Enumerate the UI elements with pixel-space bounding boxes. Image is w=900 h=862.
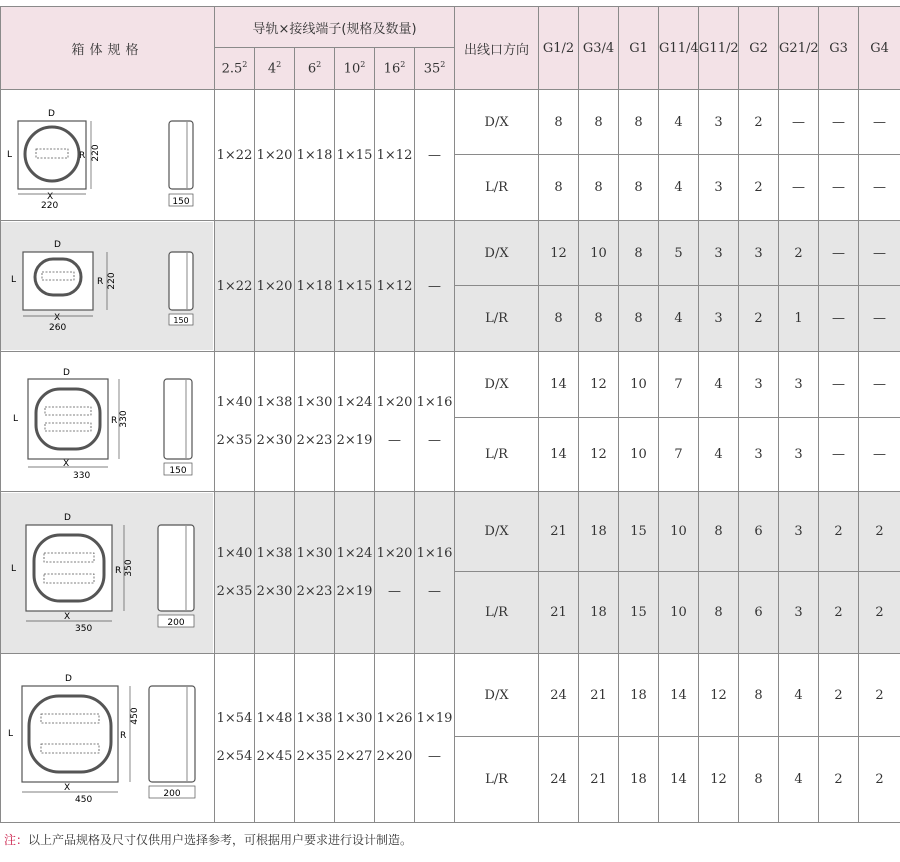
count-cell: 12 — [699, 654, 739, 737]
svg-text:D: D — [63, 367, 70, 378]
count-cell: 4 — [659, 90, 699, 155]
count-cell: 15 — [619, 572, 659, 654]
rail-cell: 1×12 — [375, 90, 415, 221]
count-cell: 4 — [659, 286, 699, 352]
direction-cell: D/X — [455, 352, 539, 418]
count-cell: 4 — [699, 352, 739, 418]
count-cell: — — [819, 155, 859, 221]
rail-cell: 1×22 — [215, 90, 255, 221]
header-rail-terminal: 导轨×接线端子(规格及数量) — [215, 7, 455, 48]
direction-cell: L/R — [455, 572, 539, 654]
svg-text:150: 150 — [173, 316, 189, 325]
count-cell: — — [859, 286, 900, 352]
svg-text:R: R — [97, 277, 104, 287]
svg-text:R: R — [111, 415, 118, 426]
svg-text:330: 330 — [119, 409, 129, 428]
count-cell: — — [779, 155, 819, 221]
count-cell: 2 — [779, 221, 819, 286]
count-cell: 7 — [659, 352, 699, 418]
header-cable-size: $6^2$ — [295, 48, 335, 90]
count-cell: — — [819, 221, 859, 286]
box-diagram — [1, 352, 215, 492]
svg-text:R: R — [115, 565, 122, 576]
count-cell: 12 — [539, 221, 579, 286]
rail-cell: 1×30 2×23 — [295, 492, 335, 654]
count-cell: 8 — [619, 155, 659, 221]
count-cell: 3 — [739, 418, 779, 492]
header-cable-size: $35^2$ — [415, 48, 455, 90]
header-cable-size: $2.5^2$ — [215, 48, 255, 90]
table-row — [1, 90, 900, 155]
direction-cell: D/X — [455, 492, 539, 572]
count-cell: 10 — [659, 572, 699, 654]
direction-cell: D/X — [455, 90, 539, 155]
rail-cell: 1×12 — [375, 221, 415, 352]
svg-text:X: X — [63, 458, 70, 469]
rail-cell: 1×30 2×23 — [295, 352, 335, 492]
count-cell: 3 — [699, 155, 739, 221]
rail-cell: 1×40 2×35 — [215, 352, 255, 492]
header-cable-size: $16^2$ — [375, 48, 415, 90]
direction-cell: L/R — [455, 286, 539, 352]
svg-text:R: R — [79, 151, 86, 161]
svg-text:200: 200 — [167, 617, 185, 628]
rail-cell: 1×20 — [255, 221, 295, 352]
count-cell: — — [859, 90, 900, 155]
header-gland: G3/4 — [579, 7, 619, 90]
count-cell: 1 — [779, 286, 819, 352]
count-cell: 8 — [739, 737, 779, 823]
count-cell: 18 — [579, 572, 619, 654]
rail-cell: 1×48 2×45 — [255, 654, 295, 823]
svg-text:L: L — [13, 413, 19, 424]
count-cell: 2 — [859, 654, 900, 737]
table-row — [1, 352, 900, 418]
svg-text:200: 200 — [163, 789, 181, 799]
count-cell: 2 — [819, 572, 859, 654]
rail-cell: 1×26 2×20 — [375, 654, 415, 823]
count-cell: 2 — [739, 90, 779, 155]
count-cell: 3 — [739, 221, 779, 286]
svg-text:L: L — [8, 729, 14, 739]
svg-text:D: D — [64, 512, 71, 523]
count-cell: 12 — [699, 737, 739, 823]
svg-text:220: 220 — [107, 272, 117, 290]
rail-cell: 1×19 — — [415, 654, 455, 823]
count-cell: 21 — [539, 492, 579, 572]
count-cell: 2 — [859, 737, 900, 823]
count-cell: 15 — [619, 492, 659, 572]
count-cell: 21 — [539, 572, 579, 654]
svg-text:X: X — [54, 313, 61, 323]
rail-cell: — — [415, 90, 455, 221]
svg-text:L: L — [11, 275, 17, 285]
rail-cell: 1×15 — [335, 90, 375, 221]
count-cell: 2 — [819, 737, 859, 823]
count-cell: 8 — [699, 572, 739, 654]
count-cell: 24 — [539, 654, 579, 737]
rail-cell: 1×18 — [295, 90, 335, 221]
count-cell: — — [819, 286, 859, 352]
rail-cell: 1×20 — — [375, 352, 415, 492]
header-cable-size: $10^2$ — [335, 48, 375, 90]
count-cell: 3 — [779, 418, 819, 492]
count-cell: 3 — [739, 352, 779, 418]
count-cell: 14 — [539, 418, 579, 492]
count-cell: 3 — [779, 492, 819, 572]
rail-cell: — — [415, 221, 455, 352]
count-cell: 4 — [659, 155, 699, 221]
count-cell: — — [859, 418, 900, 492]
svg-text:D: D — [65, 674, 72, 684]
table-row — [1, 492, 900, 572]
count-cell: 10 — [659, 492, 699, 572]
svg-text:X: X — [47, 192, 54, 202]
count-cell: 8 — [539, 286, 579, 352]
svg-text:260: 260 — [49, 323, 67, 333]
rail-cell: 1×16 — — [415, 352, 455, 492]
count-cell: 18 — [619, 654, 659, 737]
header-outlet-direction: 出线口方向 — [455, 7, 539, 90]
rail-cell: 1×24 2×19 — [335, 492, 375, 654]
svg-text:D: D — [48, 109, 55, 119]
svg-text:150: 150 — [172, 197, 190, 207]
svg-text:150: 150 — [169, 465, 187, 476]
count-cell: — — [819, 90, 859, 155]
count-cell: — — [819, 418, 859, 492]
count-cell: — — [819, 352, 859, 418]
box-diagram — [1, 90, 215, 221]
count-cell: 6 — [739, 492, 779, 572]
count-cell: 4 — [699, 418, 739, 492]
count-cell: 14 — [659, 654, 699, 737]
count-cell: 10 — [619, 352, 659, 418]
header-gland: G4 — [859, 7, 900, 90]
count-cell: — — [859, 352, 900, 418]
direction-cell: L/R — [455, 737, 539, 823]
direction-cell: L/R — [455, 155, 539, 221]
footnote-text: 以上产品规格及尺寸仅供用户选择参考，可根据用户要求进行设计制造。 — [28, 833, 413, 847]
rail-cell: 1×40 2×35 — [215, 492, 255, 654]
count-cell: 3 — [779, 572, 819, 654]
rail-cell: 1×38 2×30 — [255, 492, 295, 654]
count-cell: 24 — [539, 737, 579, 823]
header-gland: G2 — [739, 7, 779, 90]
count-cell: 12 — [579, 352, 619, 418]
count-cell: 14 — [659, 737, 699, 823]
count-cell: 8 — [619, 221, 659, 286]
header-gland: G11/2 — [699, 7, 739, 90]
count-cell: 2 — [739, 286, 779, 352]
svg-text:L: L — [11, 563, 17, 574]
rail-cell: 1×38 2×30 — [255, 352, 295, 492]
svg-text:450: 450 — [130, 707, 140, 725]
count-cell: 2 — [859, 572, 900, 654]
count-cell: 8 — [739, 654, 779, 737]
count-cell: 7 — [659, 418, 699, 492]
svg-text:220: 220 — [91, 144, 101, 162]
svg-text:220: 220 — [41, 201, 59, 211]
svg-text:X: X — [64, 783, 71, 793]
count-cell: 3 — [699, 221, 739, 286]
direction-cell: D/X — [455, 654, 539, 737]
count-cell: 8 — [539, 155, 579, 221]
count-cell: 3 — [699, 286, 739, 352]
svg-text:R: R — [120, 731, 127, 741]
count-cell: 8 — [579, 155, 619, 221]
count-cell: 6 — [739, 572, 779, 654]
count-cell: 18 — [619, 737, 659, 823]
spec-table — [0, 6, 900, 823]
svg-text:330: 330 — [73, 470, 91, 481]
header-gland: G1/2 — [539, 7, 579, 90]
rail-cell: 1×54 2×54 — [215, 654, 255, 823]
rail-cell: 1×15 — [335, 221, 375, 352]
count-cell: — — [779, 90, 819, 155]
svg-text:350: 350 — [75, 623, 93, 634]
count-cell: 21 — [579, 737, 619, 823]
svg-text:D: D — [54, 240, 61, 250]
header-gland: G1 — [619, 7, 659, 90]
rail-cell: 1×22 — [215, 221, 255, 352]
count-cell: 8 — [619, 90, 659, 155]
count-cell: 3 — [779, 352, 819, 418]
count-cell: 21 — [579, 654, 619, 737]
box-diagram — [1, 654, 215, 823]
rail-cell: 1×16 — — [415, 492, 455, 654]
direction-cell: D/X — [455, 221, 539, 286]
rail-cell: 1×20 — [255, 90, 295, 221]
count-cell: 2 — [819, 492, 859, 572]
count-cell: 8 — [579, 90, 619, 155]
svg-text:L: L — [7, 150, 13, 160]
rail-cell: 1×24 2×19 — [335, 352, 375, 492]
svg-text:X: X — [64, 611, 71, 622]
svg-text:450: 450 — [75, 795, 93, 805]
count-cell: 8 — [579, 286, 619, 352]
rail-cell: 1×18 — [295, 221, 335, 352]
count-cell: 2 — [859, 492, 900, 572]
count-cell: 8 — [619, 286, 659, 352]
box-diagram — [1, 221, 215, 352]
footnote — [4, 831, 412, 848]
count-cell: 4 — [779, 737, 819, 823]
count-cell: 2 — [819, 654, 859, 737]
count-cell: 12 — [579, 418, 619, 492]
count-cell: 5 — [659, 221, 699, 286]
count-cell: — — [859, 155, 900, 221]
header-gland: G11/4 — [659, 7, 699, 90]
header-cable-size: $4^2$ — [255, 48, 295, 90]
count-cell: 4 — [779, 654, 819, 737]
svg-text:350: 350 — [124, 558, 134, 577]
count-cell: — — [859, 221, 900, 286]
footnote-label: 注： — [4, 833, 29, 847]
count-cell: 8 — [699, 492, 739, 572]
count-cell: 18 — [579, 492, 619, 572]
table-row — [1, 221, 900, 286]
table-row — [1, 654, 900, 737]
box-diagram — [1, 492, 215, 654]
header-box-spec: 箱体规格 — [1, 7, 215, 90]
rail-cell: 1×38 2×35 — [295, 654, 335, 823]
count-cell: 10 — [619, 418, 659, 492]
header-gland: G3 — [819, 7, 859, 90]
count-cell: 14 — [539, 352, 579, 418]
count-cell: 10 — [579, 221, 619, 286]
direction-cell: L/R — [455, 418, 539, 492]
header-gland: G21/2 — [779, 7, 819, 90]
count-cell: 2 — [739, 155, 779, 221]
rail-cell: 1×30 2×27 — [335, 654, 375, 823]
count-cell: 8 — [539, 90, 579, 155]
rail-cell: 1×20 — — [375, 492, 415, 654]
count-cell: 3 — [699, 90, 739, 155]
